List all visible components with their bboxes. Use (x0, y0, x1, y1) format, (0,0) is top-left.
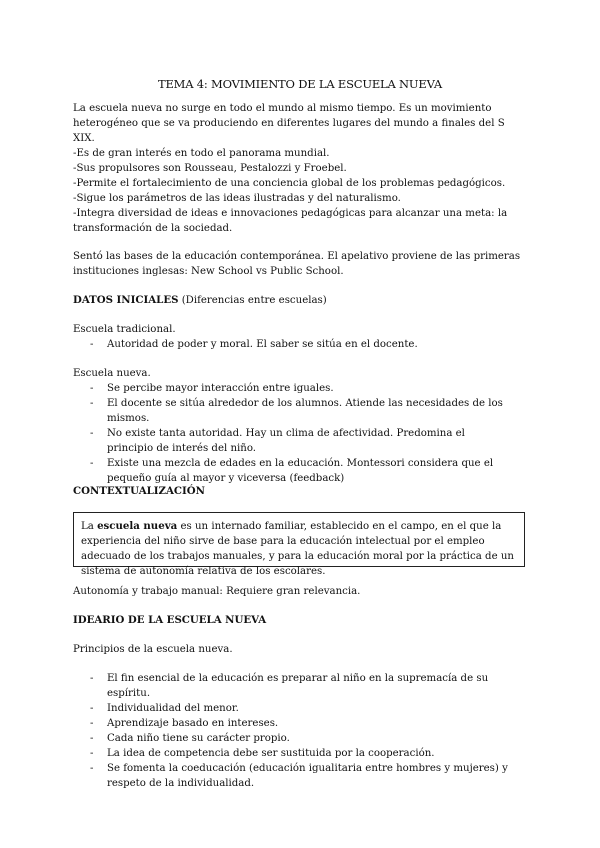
datos-heading-subtitle: (Diferencias entre escuelas) (178, 295, 327, 306)
datos-heading (73, 293, 528, 308)
autonomia-text: Autonomía y trabajo manual: Requiere gran relevancia. (73, 586, 361, 597)
list-item: - Aprendizaje basado en intereses. (73, 716, 518, 731)
definition-box (73, 512, 525, 577)
list-item: - El fin esencial de la educación es preparar al niño en la supremacía de su espíritu. (73, 671, 518, 701)
intro-paragraph (73, 101, 528, 146)
list-item: - Individualidad del menor. (73, 701, 518, 716)
ideario-principles (73, 671, 528, 791)
list-item: - El docente se sitúa alrededor de los alumnos. Atiende las necesidades de los mismos. (73, 396, 513, 426)
nueva-list (73, 381, 513, 486)
intro-point: -Es de gran interés en todo el panorama mundial. (73, 148, 330, 159)
datos-heading-title: DATOS INICIALES (73, 294, 179, 306)
list-item: - La idea de competencia debe ser sustituida por la cooperación. (73, 746, 518, 761)
list-item: - Existe una mezcla de edades en la educación. Montessori considera que el pequeño guía al mayor y viceversa (feedback) (73, 456, 513, 486)
bases-text: Sentó las bases de la educación contemporánea. El apelativo proviene de las primeras instituciones inglesas: New School vs Public School. (73, 251, 521, 277)
intro-point: -Permite el fortalecimiento de una conciencia global de los problemas pedagógicos. (73, 178, 506, 189)
list-item: - No existe tanta autoridad. Hay un clima de afectividad. Predomina el principio de interés del niño. (73, 426, 513, 456)
nueva-label: Escuela nueva. (73, 368, 151, 379)
ideario-label-text: Principios de la escuela nueva. (73, 644, 233, 655)
intro-point: -Sus propulsores son Rousseau, Pestalozzi y Froebel. (73, 163, 347, 174)
bases-paragraph (73, 249, 528, 279)
contexto-heading-title: CONTEXTUALIZACIÓN (73, 485, 205, 497)
contexto-heading (73, 484, 528, 499)
escuela-nueva (73, 366, 528, 486)
intro-points (73, 146, 528, 236)
autonomia-paragraph (73, 584, 528, 599)
box-text-post: es un internado familiar, establecido en el campo, en el que la experiencia del niño sirve de base para la educación intelectual por el empleo adecuado de los trabajos manuales, y para la educación moral por la práctica de un sistema de autonomía relativa de los escolares. (81, 521, 514, 577)
intro-point: -Integra diversidad de ideas e innovaciones pedagógicas para alcanzar una meta: la transformación de la sociedad. (73, 208, 508, 234)
principles-list (73, 671, 518, 791)
list-item: - Se fomenta la coeducación (educación igualitaria entre hombres y mujeres) y respeto de la individualidad. (73, 761, 518, 791)
intro-point: -Sigue los parámetros de las ideas ilustradas y del naturalismo. (73, 193, 401, 204)
list-item: - Cada niño tiene su carácter propio. (73, 731, 518, 746)
list-item: - Se percibe mayor interacción entre iguales. (73, 381, 513, 396)
tradicional-list (73, 337, 528, 352)
box-text-pre: La (81, 521, 98, 532)
intro-text: La escuela nueva no surge en todo el mundo al mismo tiempo. Es un movimiento heterogéneo que se va produciendo en diferentes lugares del mundo a finales del S XIX. (73, 103, 505, 144)
list-item: - Autoridad de poder y moral. El saber se sitúa en el docente. (73, 337, 528, 352)
escuela-tradicional (73, 322, 528, 352)
box-text-bold: escuela nueva (97, 520, 178, 532)
ideario-label (73, 642, 528, 657)
ideario-heading (73, 613, 528, 628)
ideario-heading-title: IDEARIO DE LA ESCUELA NUEVA (73, 614, 267, 626)
page-title: TEMA 4: MOVIMIENTO DE LA ESCUELA NUEVA (157, 77, 443, 91)
tradicional-label: Escuela tradicional. (73, 324, 176, 335)
